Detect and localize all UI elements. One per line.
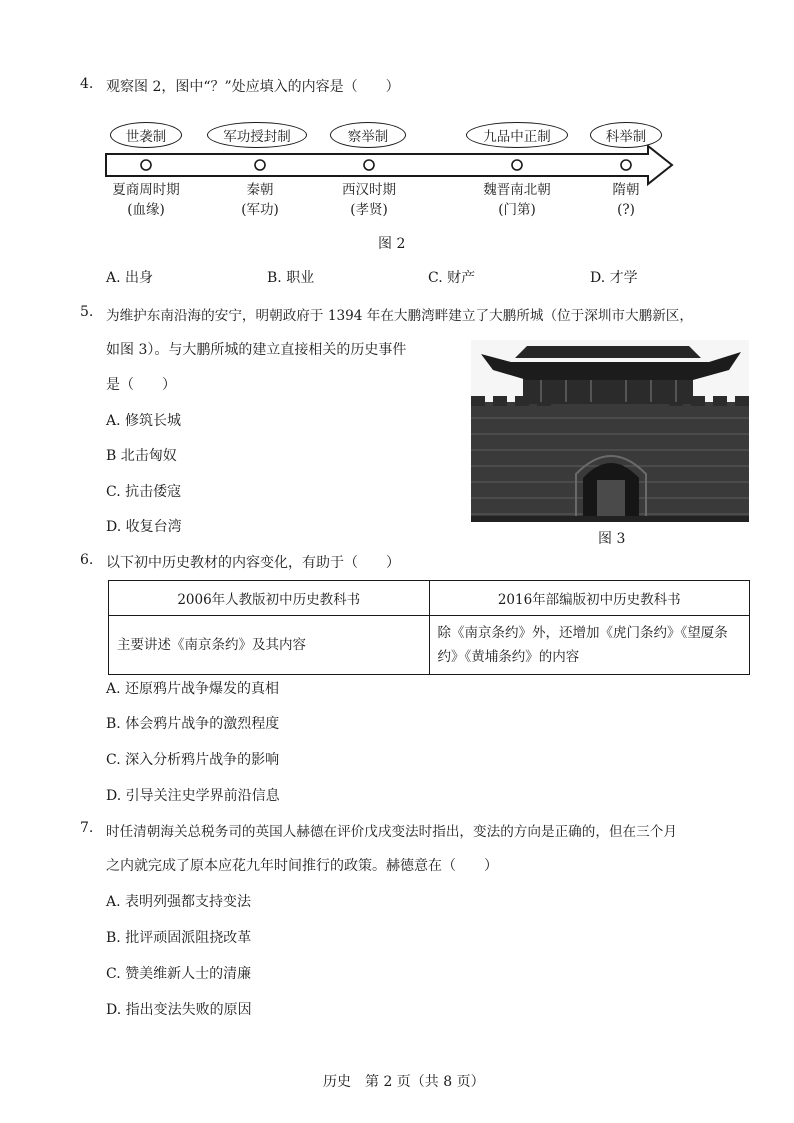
period-name: 西汉时期	[342, 182, 396, 198]
timeline-node	[141, 160, 151, 170]
q4-option-a[interactable]: A. 出身	[106, 270, 154, 286]
period-name: 魏晋南北朝	[483, 182, 551, 198]
period-label-5	[581, 180, 671, 220]
q5-number: 5.	[80, 304, 94, 320]
table-header-2006: 2006年人教版初中历史教科书	[109, 581, 430, 616]
oval-system-3: 察举制	[330, 122, 406, 148]
q7-stem-line1: 时任清朝海关总税务司的英国人赫德在评价戊戌变法时指出，变法的方向是正确的，但在三个月	[106, 824, 677, 840]
q5-option-a[interactable]: A. 修筑长城	[106, 413, 182, 429]
period-note: (门第)	[498, 202, 536, 218]
oval-system-4: 九品中正制	[466, 122, 568, 148]
period-note: (?)	[617, 202, 635, 218]
q6-number: 6.	[80, 552, 94, 568]
period-name: 夏商周时期	[112, 182, 180, 198]
period-name: 隋朝	[612, 182, 640, 198]
figure-2-caption: 图 2	[378, 236, 406, 252]
q5-option-b[interactable]: B 北击匈奴	[106, 448, 177, 464]
timeline-node	[621, 160, 631, 170]
period-label-3	[324, 180, 414, 220]
q4-stem: 观察图 2，图中“？”处应填入的内容是（ ）	[106, 79, 400, 95]
table-header-2016: 2016年部编版初中历史教科书	[429, 581, 750, 616]
q6-option-d[interactable]: D. 引导关注史学界前沿信息	[106, 788, 280, 804]
oval-system-5: 科举制	[590, 122, 662, 148]
q6-option-c[interactable]: C. 深入分析鸦片战争的影响	[106, 752, 280, 768]
q7-option-b[interactable]: B. 批评顽固派阻挠改革	[106, 930, 252, 946]
timeline-node	[255, 160, 265, 170]
oval-system-1: 世袭制	[110, 122, 182, 148]
textbook-comparison-table	[108, 580, 750, 675]
q4-option-b[interactable]: B. 职业	[267, 270, 315, 286]
period-label-4	[472, 180, 562, 220]
timeline-node	[364, 160, 374, 170]
q7-option-a[interactable]: A. 表明列强都支持变法	[106, 894, 252, 910]
table-header-row	[109, 581, 750, 616]
q4-option-d[interactable]: D. 才学	[590, 270, 638, 286]
q6-option-a[interactable]: A. 还原鸦片战争爆发的真相	[106, 681, 280, 697]
q7-number: 7.	[80, 820, 94, 836]
q4-number: 4.	[80, 76, 94, 92]
q6-option-b[interactable]: B. 体会鸦片战争的激烈程度	[106, 716, 280, 732]
timeline-figure	[100, 120, 680, 230]
q6-stem: 以下初中历史教材的内容变化，有助于（ ）	[106, 555, 400, 571]
q7-option-c[interactable]: C. 赞美维新人士的清廉	[106, 966, 252, 982]
q7-stem-line2: 之内就完成了原本应花九年时间推行的政策。赫德意在（ ）	[106, 858, 498, 874]
q5-option-d[interactable]: D. 收复台湾	[106, 519, 182, 535]
dapeng-fortress-gate-photo	[471, 340, 749, 522]
table-cell-2016: 除《南京条约》外，还增加《虎门条约》《望厦条约》《黄埔条约》的内容	[429, 616, 750, 675]
page-footer: 历史 第 2 页（共 8 页）	[323, 1074, 485, 1090]
period-label-1	[101, 180, 191, 220]
period-note: (军功)	[241, 202, 279, 218]
q5-stem-line2: 如图 3）。与大鹏所城的建立直接相关的历史事件	[106, 342, 407, 358]
q4-option-c[interactable]: C. 财产	[428, 270, 476, 286]
period-note: (孝贤)	[350, 202, 388, 218]
table-row	[109, 616, 750, 675]
table-cell-2006: 主要讲述《南京条约》及其内容	[109, 616, 430, 675]
timeline-node	[512, 160, 522, 170]
q7-option-d[interactable]: D. 指出变法失败的原因	[106, 1002, 252, 1018]
q5-option-c[interactable]: C. 抗击倭寇	[106, 484, 182, 500]
period-note: (血缘)	[127, 202, 165, 218]
period-label-2	[215, 180, 305, 220]
q5-stem-line1: 为维护东南沿海的安宁，明朝政府于 1394 年在大鹏湾畔建立了大鹏所城（位于深圳市大鹏新区，	[106, 308, 693, 324]
q5-stem-line3: 是（ ）	[106, 377, 176, 393]
oval-system-2: 军功授封制	[207, 122, 307, 148]
period-name: 秦朝	[246, 182, 274, 198]
figure-3-caption: 图 3	[598, 531, 626, 547]
